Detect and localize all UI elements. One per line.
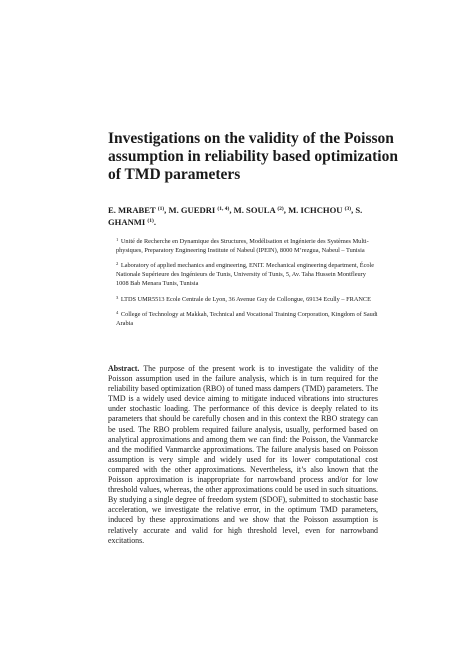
- affiliation-item: $^4$ College of Technology at Makkah, Technical and Vocational Training Corporation, Kingdom of Saudi Arabia: [116, 310, 378, 327]
- author: E. MRABET $^{(1)}$,: [108, 205, 169, 215]
- abstract-text: The purpose of the present work is to investigate the validity of the Poisson assumption used in the failure analysis, which is in turn required for the reliability based optimization (RBO) of tuned mass dampers (TMD) parameters. The TMD is a widely used device aiming to mitigate induced vibrations into structures under stochastic loading. The performance of this device is deeply related to its parameters that should be carefully chosen and in this context the RBO strategy can be used. The RBO problem required failure analysis, usually, performed based on analytical approximations and among them we can find: the Poisson, the Vanmarcke and the modified Vanmarcke approximations. The failure analysis based on Poisson assumption is very simple and widely used for its lower computational cost compared with the other approximations. Nevertheless, it’s also known that the Poisson approximation is inappropriate for narrowband process and/or for low threshold values, whereas, the other approximations could be used in such situations. By studying a single degree of freedom system (SDOF), submitted to stochastic base acceleration, we investigate the relative error, in the optimum TMD parameters, induced by these approximations and we show that the Poisson assumption is relatively accurate and valid for high threshold level, even for narrowband excitations.: [108, 364, 378, 545]
- author: S. GHANMI $^{(1)}$.: [108, 205, 363, 227]
- author: M. SOULA $^{(2)}$,: [233, 205, 289, 215]
- affiliation-item: $^2$ Laboratory of applied mechanics and engineering, ENIT. Mechanical engineering department, École Nationale Supérieure des Ingénieurs de Tunis, University of Tunis, 5, Av. Taha Hussein Montfleury 1008 Bab Menara Tunis, Tunisia: [116, 261, 375, 287]
- paper-title: Investigations on the validity of the Poisson assumption in reliability based optimization of TMD parameters: [108, 130, 398, 183]
- author: M. GUEDRI $^{(1, 4)}$,: [168, 205, 234, 215]
- abstract-label: Abstract.: [108, 364, 140, 373]
- affiliation-item: $^1$ Unité de Recherche en Dynamique des Structures, Modélisation et Ingénierie des Systèmes Multi-physiques, Preparatory Engineering Institute of Nabeul (IPEIN), 8000 M’rezgua, Nabeul – Tunisia: [116, 237, 369, 254]
- affiliation-item: $^3$ LTDS UMR5513 Ecole Centrale de Lyon, 36 Avenue Guy de Collongue, 69134 Ecully – FRANCE: [116, 294, 371, 303]
- author: M. ICHCHOU $^{(3)}$,: [288, 205, 356, 215]
- affiliation-list: [116, 236, 378, 334]
- author-list: [108, 204, 378, 228]
- abstract: [108, 364, 378, 546]
